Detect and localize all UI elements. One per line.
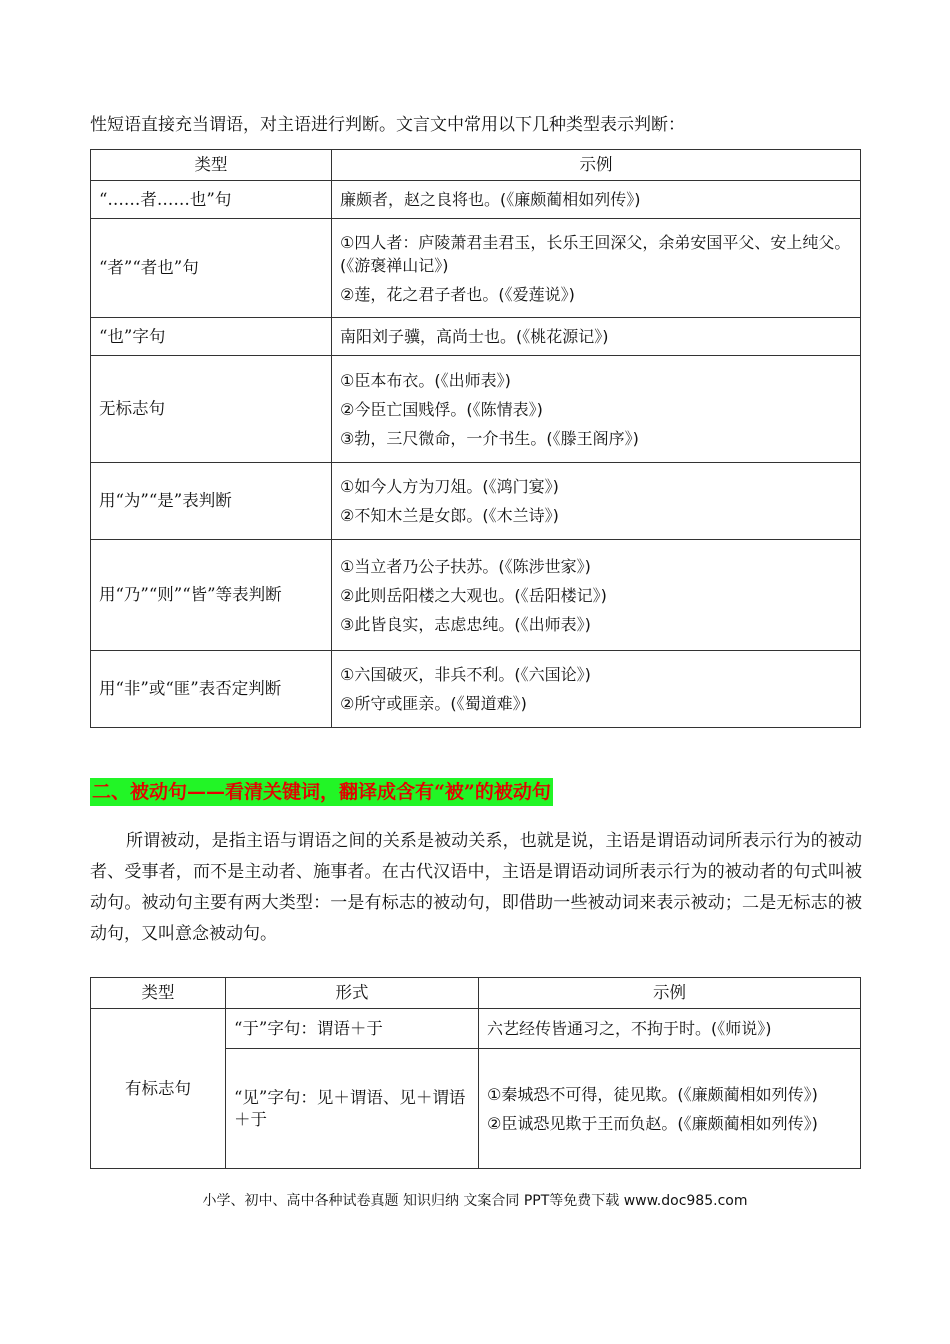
type-cell: “者”“者也”句	[91, 219, 332, 318]
example-line: ①如今人方为刀俎。(《鸿门宴》)	[340, 477, 559, 496]
table-header-row	[91, 978, 861, 1009]
passive-sentence-table	[90, 977, 861, 1169]
table-row	[91, 540, 861, 651]
example-cell	[332, 318, 861, 356]
example-line: ③勃，三尺微命，一介书生。(《滕王阁序》)	[340, 428, 639, 448]
example-cell	[332, 463, 861, 540]
example-line: ②莲，花之君子者也。(《爱莲说》)	[340, 284, 575, 304]
form-cell: “于”字句：谓语＋于	[226, 1009, 479, 1049]
header-example: 示例	[332, 150, 861, 181]
category-cell: 有标志句	[91, 1009, 226, 1169]
type-cell: 用“非”或“匪”表否定判断	[91, 651, 332, 728]
header-type: 类型	[91, 150, 332, 181]
header-form: 形式	[226, 978, 479, 1009]
example-line: ②不知木兰是女郎。(《木兰诗》)	[340, 506, 559, 525]
example-line: ②臣诚恐见欺于王而负赵。(《廉颇蔺相如列传》)	[487, 1113, 818, 1133]
example-cell	[479, 1009, 861, 1049]
intro-text: 性短语直接充当谓语，对主语进行判断。文言文中常用以下几种类型表示判断：	[90, 115, 685, 135]
example-line: ②此则岳阳楼之大观也。(《岳阳楼记》)	[340, 585, 607, 605]
section-paragraph: 所谓被动，是指主语与谓语之间的关系是被动关系，也就是说，主语是谓语动词所表示行为的被动者、受事者，而不是主动者、施事者。在古代汉语中，主语是谓语动词所表示行为的被动者的句式叫被动句。被动句主要有两大类型：一是有标志的被动句，即借助一些被动词来表示被动；二是无标志的被动句，又叫意念被动句。	[90, 831, 862, 944]
example-line: 六艺经传皆通习之，不拘于时。(《师说》)	[487, 1018, 772, 1038]
type-cell: 无标志句	[91, 356, 332, 463]
table-row	[91, 1009, 861, 1049]
example-cell	[479, 1049, 861, 1169]
header-example: 示例	[479, 978, 861, 1009]
example-cell	[332, 540, 861, 651]
table-row	[91, 651, 861, 728]
table-row	[91, 463, 861, 540]
table-row	[91, 356, 861, 463]
form-cell: “见”字句：见＋谓语、见＋谓语＋于	[226, 1049, 479, 1169]
example-line: 南阳刘子骥，高尚士也。(《桃花源记》)	[340, 327, 609, 346]
example-line: ①四人者：庐陵萧君圭君玉，长乐王回深父，余弟安国平父、安上纯父。(《游褒禅山记》)	[340, 232, 851, 275]
table-header-row	[91, 150, 861, 181]
header-type: 类型	[91, 978, 226, 1009]
section-heading: 二、被动句——看清关键词，翻译成含有“被”的被动句	[90, 778, 553, 806]
type-cell: “也”字句	[91, 318, 332, 356]
example-line: ①臣本布衣。(《出师表》)	[340, 370, 511, 390]
judgment-sentence-table	[90, 149, 861, 728]
table-row	[91, 318, 861, 356]
type-cell: 用“乃”“则”“皆”等表判断	[91, 540, 332, 651]
example-line: ①六国破灭，非兵不利。(《六国论》)	[340, 665, 591, 684]
type-cell: “……者……也”句	[91, 181, 332, 219]
example-line: ①当立者乃公子扶苏。(《陈涉世家》)	[340, 556, 591, 576]
example-line: ②所守或匪亲。(《蜀道难》)	[340, 694, 527, 713]
table-row	[91, 219, 861, 318]
type-cell: 用“为”“是”表判断	[91, 463, 332, 540]
example-line: ②今臣亡国贱俘。(《陈情表》)	[340, 399, 543, 419]
example-cell	[332, 651, 861, 728]
example-cell	[332, 356, 861, 463]
example-cell	[332, 181, 861, 219]
example-line: ①秦城恐不可得，徒见欺。(《廉颇蔺相如列传》)	[487, 1084, 818, 1104]
page-footer: 小学、初中、高中各种试卷真题 知识归纳 文案合同 PPT等免费下载 www.doc985.com	[202, 1193, 748, 1209]
example-line: 廉颇者，赵之良将也。(《廉颇蔺相如列传》)	[340, 190, 641, 209]
example-cell	[332, 219, 861, 318]
example-line: ③此皆良实，志虑忠纯。(《出师表》)	[340, 614, 591, 634]
table-row	[91, 181, 861, 219]
